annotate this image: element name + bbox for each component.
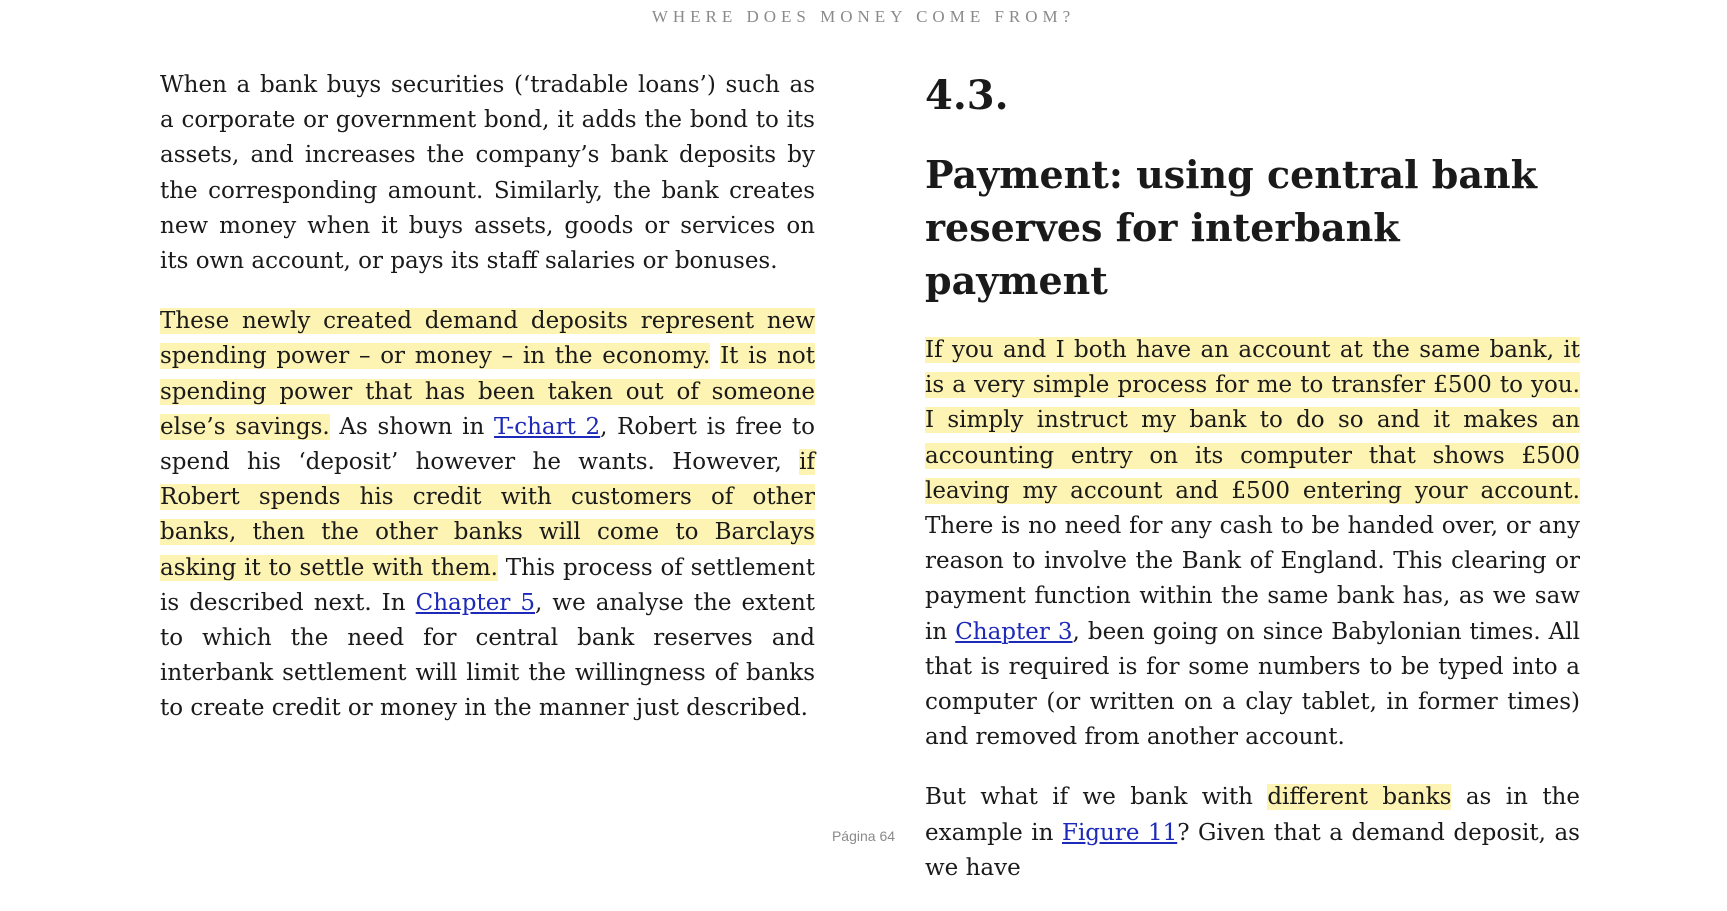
text-run: But what if we bank with: [925, 784, 1268, 811]
highlight[interactable]: If you and I both have an account at the same bank, it is a very simple process for me to transfer £500 to you. I simply instruct my bank to do so and it makes an accounting entry on its computer that shows £500 leaving my account and £500 entering your account.: [925, 337, 1580, 504]
paragraph-bond-purchase[interactable]: When a bank buys securities (‘tradable loans’) such as a corporate or government bond, it adds the bond to its assets, and increases the company’s bank deposits by the corresponding amount. Similarly, the bank creates new money when it buys assets, goods or services on its own account, or pays its staff salaries or bonuses.: [160, 72, 815, 275]
highlight[interactable]: if Robert spends his credit with customers of other banks, then the other banks will come to Barclays asking it to settle with them.: [160, 449, 815, 581]
link-t-chart-2[interactable]: T-chart 2: [494, 413, 601, 440]
paragraph-new-spending-power[interactable]: [160, 304, 815, 726]
highlight[interactable]: different banks: [1267, 784, 1452, 811]
text-run: as in the example in: [925, 784, 1580, 846]
section-number: 4.3.: [925, 72, 1009, 119]
page-number: Página 64: [831, 828, 896, 844]
paragraph-same-bank-transfer[interactable]: [925, 333, 1580, 755]
highlight[interactable]: These newly created demand deposits represent new spending power – or money – in the economy.: [160, 308, 815, 370]
text-run: There is no need for any cash to be handed over, or any reason to involve the Bank of England. This clearing or payment function within the same bank has, as we saw in: [925, 513, 1580, 645]
text-run: , we analyse the extent to which the need for central bank reserves and interbank settlement will limit the willingness of banks to create credit or money in the manner just described.: [160, 589, 816, 722]
highlight[interactable]: It is not spending power that has been taken out of someone else’s savings.: [160, 343, 816, 440]
text-run: As shown in: [329, 413, 495, 440]
text-run: ? Given that a demand deposit, as we have: [925, 819, 1580, 881]
link-chapter-5[interactable]: Chapter 5: [415, 589, 536, 616]
link-figure-11[interactable]: Figure 11: [1061, 819, 1178, 846]
right-column: [925, 72, 1580, 911]
section-title: Payment: using central bank reserves for interbank payment: [925, 152, 1537, 303]
running-header: WHERE DOES MONEY COME FROM?: [651, 7, 1076, 26]
left-column: [160, 68, 815, 752]
text-run: This process of settlement is described next. In: [160, 554, 815, 616]
text-run: , been going on since Babylonian times. All that is required is for some numbers to be typed into a computer (or written on a clay tablet, in former times) and removed from another account.: [925, 618, 1580, 751]
text-run: , Robert is free to spend his ‘deposit’ however he wants. However,: [160, 413, 815, 476]
link-chapter-3[interactable]: Chapter 3: [955, 618, 1073, 645]
